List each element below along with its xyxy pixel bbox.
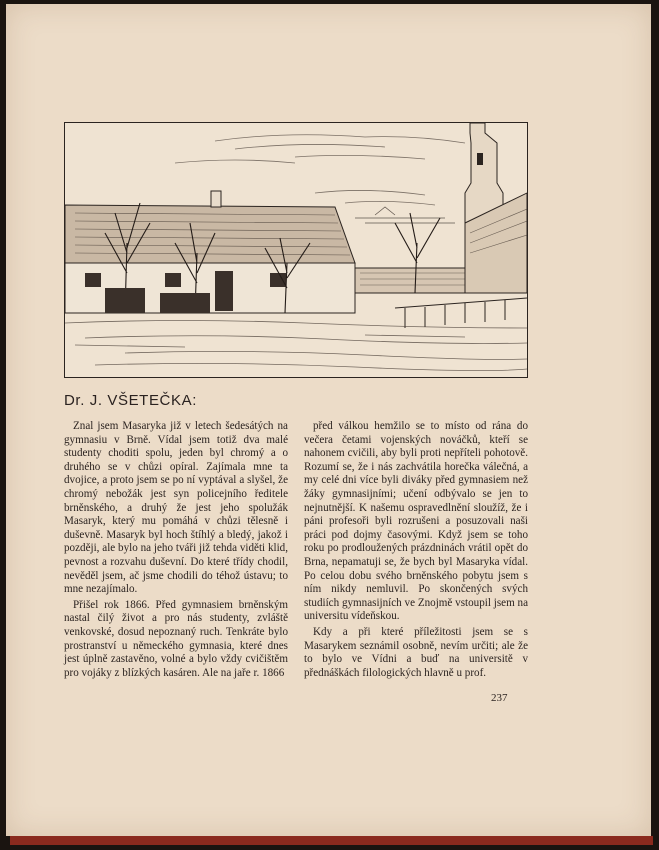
paragraph: Znal jsem Masaryka již v letech šedesátých na gymnasiu v Brně. Vídal jsem totiž dva malé studenty choditi spolu, jeden byl chromý a o druhého se v chůzi opíral. Zajímala mne ta dvojice, a proto jsem se po ní vyptával a slyšel, že chromý nebožák jest syn policejního ředitele brněnského, a druhý že jest jeho spolužák Masaryk, který mu pomáhá v chůzi tělesně i duševně. Masaryk byl hoch štíhlý a bledý, jakož i později, ale bylo na jeho tváři již tehda viděti klid, pevnost a rozvahu duševní. Do které třídy chodil, nevěděl jsem, ač jsme chodili do téhož ústavu; to mne nezajímalo.: [64, 420, 288, 596]
paragraph: Kdy a při které příležitosti jsem se s Masarykem seznámil osobně, nevím určiti; ale že to bylo ve Vídni a buď na universitě v přednáškách filologických hlavně u prof.: [304, 625, 528, 679]
village-illustration: [64, 122, 528, 378]
left-text-column: [64, 420, 288, 680]
village-illustration-drawing: [65, 123, 527, 377]
page-edge: [10, 836, 653, 845]
paragraph: Přišel rok 1866. Před gymnasiem brněnským nastal čilý život a pro nás studenty, zvláště venkovské, dosud nepoznaný ruch. Tenkráte bylo prostranství u německého gymnasia, které dnes jest úplně zastavěno, volné a bylo vždy cvičištěm pro vojáky z blízkých kasáren. Ale na jaře r. 1866: [64, 598, 288, 679]
book-page: [6, 4, 651, 836]
right-text-column: [304, 420, 528, 680]
page-number: 237: [491, 692, 508, 704]
paragraph: před válkou hemžilo se to místo od rána do večera četami vojenských nováčků, kteří se nahonem cvičili, aby byli proti nepříteli pohotově. Rozumí se, že i nás zachvátila horečka válečná, a my celé dni více byli diváky před gymnasiem než žáky gymnasijními; učení odbývalo se jen to nejnutnější. K našemu ospravedlnění sloužíž, že i páni profesoři byli rozrušeni a posuzovali naši práci pod dojmy časovými. Když jsem se toho roku po prodloužených prázdninách vrátil opět do Brna, nepamatuji se, že bych byl Masaryka vídal. Po celou dobu svého brněnského pobytu jsem s ním nikdy nemluvil. Po skončených svých studiích gymnasijních ve Znojmě vstoupil jsem na universitu vídeňskou.: [304, 420, 528, 623]
article-heading: Dr. J. VŠETEČKA:: [64, 392, 197, 409]
